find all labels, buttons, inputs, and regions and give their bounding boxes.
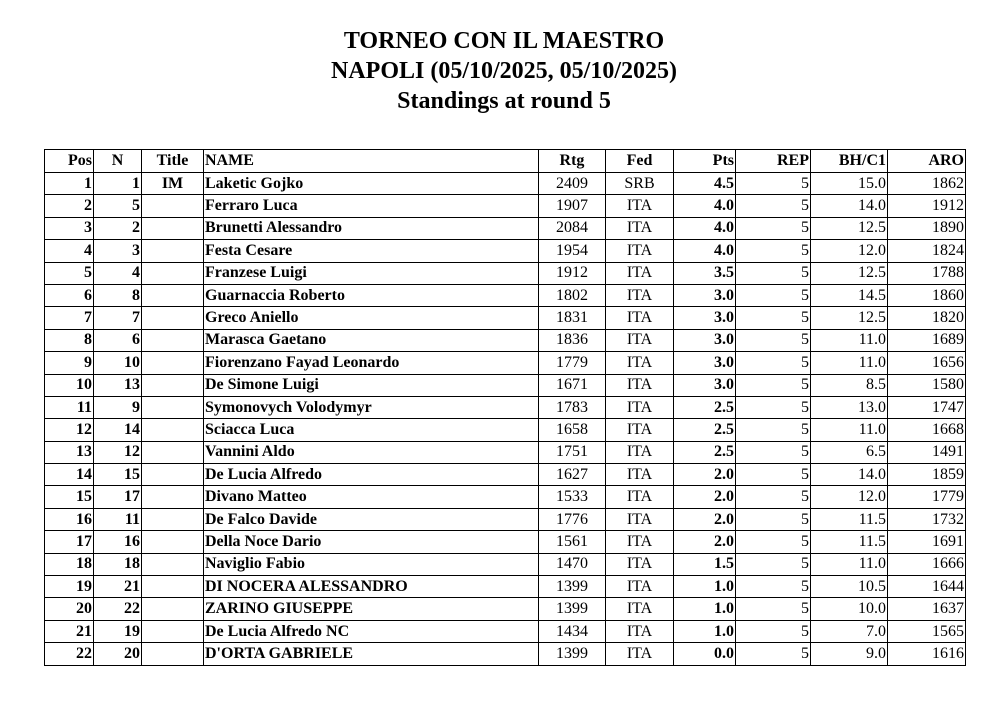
rating-cell: 1776: [539, 508, 606, 530]
federation-cell: ITA: [606, 464, 674, 486]
pos-cell: 7: [45, 307, 94, 329]
rating-cell: 1783: [539, 396, 606, 418]
points-cell: 1.5: [674, 553, 736, 575]
player-name-cell: DI NOCERA ALESSANDRO: [204, 576, 539, 598]
aro-cell: 1890: [888, 217, 966, 239]
federation-cell: ITA: [606, 441, 674, 463]
bh-c1-cell: 13.0: [811, 396, 888, 418]
player-name-cell: Vannini Aldo: [204, 441, 539, 463]
bh-c1-cell: 14.0: [811, 195, 888, 217]
rep-cell: 5: [736, 307, 811, 329]
bh-c1-cell: 7.0: [811, 620, 888, 642]
player-number-cell: 13: [94, 374, 142, 396]
pos-cell: 21: [45, 620, 94, 642]
table-row: [45, 464, 966, 486]
player-number-cell: 19: [94, 620, 142, 642]
rep-cell: 5: [736, 217, 811, 239]
player-number-cell: 9: [94, 396, 142, 418]
player-name-cell: De Lucia Alfredo: [204, 464, 539, 486]
player-name-cell: De Simone Luigi: [204, 374, 539, 396]
player-name-cell: Naviglio Fabio: [204, 553, 539, 575]
standings-table: [44, 149, 966, 666]
player-number-cell: 2: [94, 217, 142, 239]
aro-cell: 1637: [888, 598, 966, 620]
rep-cell: 5: [736, 329, 811, 351]
federation-cell: ITA: [606, 352, 674, 374]
points-cell: 1.0: [674, 576, 736, 598]
title-cell: [142, 262, 204, 284]
aro-cell: 1747: [888, 396, 966, 418]
pos-cell: 3: [45, 217, 94, 239]
col-header-title: Title: [142, 150, 204, 173]
tournament-location-dates: NAPOLI (05/10/2025, 05/10/2025): [331, 58, 677, 84]
rep-cell: 5: [736, 464, 811, 486]
aro-cell: 1732: [888, 508, 966, 530]
rating-cell: 1954: [539, 240, 606, 262]
pos-cell: 18: [45, 553, 94, 575]
title-cell: [142, 643, 204, 665]
aro-cell: 1580: [888, 374, 966, 396]
title-cell: [142, 598, 204, 620]
col-header-rep: REP: [736, 150, 811, 173]
federation-cell: ITA: [606, 217, 674, 239]
bh-c1-cell: 12.5: [811, 217, 888, 239]
player-name-cell: Marasca Gaetano: [204, 329, 539, 351]
aro-cell: 1616: [888, 643, 966, 665]
federation-cell: ITA: [606, 508, 674, 530]
table-row: [45, 307, 966, 329]
federation-cell: ITA: [606, 553, 674, 575]
pos-cell: 20: [45, 598, 94, 620]
pos-cell: 16: [45, 508, 94, 530]
player-name-cell: Franzese Luigi: [204, 262, 539, 284]
player-number-cell: 7: [94, 307, 142, 329]
player-number-cell: 1: [94, 173, 142, 195]
player-name-cell: Symonovych Volodymyr: [204, 396, 539, 418]
bh-c1-cell: 11.5: [811, 508, 888, 530]
col-header-fed: Fed: [606, 150, 674, 173]
title-cell: [142, 396, 204, 418]
title-cell: [142, 240, 204, 262]
bh-c1-cell: 6.5: [811, 441, 888, 463]
player-name-cell: Fiorenzano Fayad Leonardo: [204, 352, 539, 374]
col-header-pos: Pos: [45, 150, 94, 173]
rep-cell: 5: [736, 598, 811, 620]
federation-cell: ITA: [606, 486, 674, 508]
federation-cell: ITA: [606, 576, 674, 598]
title-cell: [142, 419, 204, 441]
title-cell: [142, 329, 204, 351]
pos-cell: 5: [45, 262, 94, 284]
rating-cell: 1907: [539, 195, 606, 217]
points-cell: 4.5: [674, 173, 736, 195]
bh-c1-cell: 15.0: [811, 173, 888, 195]
bh-c1-cell: 12.0: [811, 486, 888, 508]
title-cell: [142, 531, 204, 553]
pos-cell: 13: [45, 441, 94, 463]
rating-cell: 1399: [539, 598, 606, 620]
aro-cell: 1691: [888, 531, 966, 553]
bh-c1-cell: 14.5: [811, 284, 888, 306]
bh-c1-cell: 10.5: [811, 576, 888, 598]
points-cell: 2.0: [674, 508, 736, 530]
table-row: [45, 217, 966, 239]
rating-cell: 2084: [539, 217, 606, 239]
tournament-title: TORNEO CON IL MAESTRO: [343, 28, 665, 54]
rep-cell: 5: [736, 508, 811, 530]
player-name-cell: Greco Aniello: [204, 307, 539, 329]
table-row: [45, 374, 966, 396]
player-number-cell: 10: [94, 352, 142, 374]
aro-cell: 1859: [888, 464, 966, 486]
table-row: [45, 329, 966, 351]
title-cell: [142, 620, 204, 642]
bh-c1-cell: 11.0: [811, 329, 888, 351]
pos-cell: 11: [45, 396, 94, 418]
points-cell: 3.0: [674, 284, 736, 306]
rating-cell: 1399: [539, 576, 606, 598]
title-cell: [142, 441, 204, 463]
table-row: [45, 284, 966, 306]
rep-cell: 5: [736, 531, 811, 553]
federation-cell: ITA: [606, 329, 674, 351]
points-cell: 3.0: [674, 352, 736, 374]
player-name-cell: Laketic Gojko: [204, 173, 539, 195]
table-row: [45, 441, 966, 463]
points-cell: 1.0: [674, 620, 736, 642]
title-cell: [142, 553, 204, 575]
points-cell: 2.0: [674, 464, 736, 486]
points-cell: 4.0: [674, 217, 736, 239]
aro-cell: 1779: [888, 486, 966, 508]
bh-c1-cell: 10.0: [811, 598, 888, 620]
rep-cell: 5: [736, 576, 811, 598]
title-cell: IM: [142, 173, 204, 195]
player-number-cell: 5: [94, 195, 142, 217]
pos-cell: 9: [45, 352, 94, 374]
pos-cell: 2: [45, 195, 94, 217]
bh-c1-cell: 11.0: [811, 553, 888, 575]
points-cell: 2.0: [674, 486, 736, 508]
rating-cell: 1399: [539, 643, 606, 665]
player-name-cell: Sciacca Luca: [204, 419, 539, 441]
table-row: [45, 643, 966, 665]
aro-cell: 1491: [888, 441, 966, 463]
rating-cell: 1779: [539, 352, 606, 374]
federation-cell: ITA: [606, 284, 674, 306]
aro-cell: 1862: [888, 173, 966, 195]
federation-cell: ITA: [606, 240, 674, 262]
player-number-cell: 21: [94, 576, 142, 598]
player-name-cell: Brunetti Alessandro: [204, 217, 539, 239]
player-name-cell: Ferraro Luca: [204, 195, 539, 217]
title-cell: [142, 217, 204, 239]
player-number-cell: 20: [94, 643, 142, 665]
pos-cell: 10: [45, 374, 94, 396]
points-cell: 2.0: [674, 531, 736, 553]
title-cell: [142, 486, 204, 508]
table-row: [45, 262, 966, 284]
rating-cell: 1836: [539, 329, 606, 351]
federation-cell: ITA: [606, 195, 674, 217]
rating-cell: 1658: [539, 419, 606, 441]
rep-cell: 5: [736, 553, 811, 575]
points-cell: 3.0: [674, 329, 736, 351]
aro-cell: 1912: [888, 195, 966, 217]
points-cell: 4.0: [674, 195, 736, 217]
rating-cell: 1434: [539, 620, 606, 642]
col-header-bh-c1: BH/C1: [811, 150, 888, 173]
federation-cell: ITA: [606, 620, 674, 642]
federation-cell: SRB: [606, 173, 674, 195]
title-cell: [142, 195, 204, 217]
player-name-cell: Della Noce Dario: [204, 531, 539, 553]
player-number-cell: 17: [94, 486, 142, 508]
col-header-n: N: [94, 150, 142, 173]
player-name-cell: Divano Matteo: [204, 486, 539, 508]
table-row: [45, 396, 966, 418]
pos-cell: 12: [45, 419, 94, 441]
rep-cell: 5: [736, 441, 811, 463]
bh-c1-cell: 12.5: [811, 307, 888, 329]
rating-cell: 1831: [539, 307, 606, 329]
player-name-cell: De Lucia Alfredo NC: [204, 620, 539, 642]
table-row: [45, 486, 966, 508]
player-name-cell: De Falco Davide: [204, 508, 539, 530]
standings-body: [45, 173, 966, 666]
pos-cell: 6: [45, 284, 94, 306]
bh-c1-cell: 8.5: [811, 374, 888, 396]
title-cell: [142, 307, 204, 329]
col-header-rtg: Rtg: [539, 150, 606, 173]
bh-c1-cell: 14.0: [811, 464, 888, 486]
bh-c1-cell: 11.0: [811, 352, 888, 374]
col-header-aro: ARO: [888, 150, 966, 173]
rep-cell: 5: [736, 486, 811, 508]
title-cell: [142, 576, 204, 598]
bh-c1-cell: 11.5: [811, 531, 888, 553]
points-cell: 3.0: [674, 307, 736, 329]
points-cell: 0.0: [674, 643, 736, 665]
player-number-cell: 22: [94, 598, 142, 620]
pos-cell: 22: [45, 643, 94, 665]
table-row: [45, 419, 966, 441]
table-row: [45, 195, 966, 217]
player-name-cell: D'ORTA GABRIELE: [204, 643, 539, 665]
col-header-pts: Pts: [674, 150, 736, 173]
rep-cell: 5: [736, 284, 811, 306]
aro-cell: 1565: [888, 620, 966, 642]
player-number-cell: 8: [94, 284, 142, 306]
points-cell: 2.5: [674, 419, 736, 441]
player-name-cell: ZARINO GIUSEPPE: [204, 598, 539, 620]
player-number-cell: 18: [94, 553, 142, 575]
rating-cell: 1671: [539, 374, 606, 396]
rep-cell: 5: [736, 643, 811, 665]
pos-cell: 15: [45, 486, 94, 508]
player-number-cell: 6: [94, 329, 142, 351]
table-row: [45, 576, 966, 598]
title-cell: [142, 352, 204, 374]
aro-cell: 1824: [888, 240, 966, 262]
table-row: [45, 240, 966, 262]
table-row: [45, 620, 966, 642]
points-cell: 4.0: [674, 240, 736, 262]
aro-cell: 1689: [888, 329, 966, 351]
player-number-cell: 16: [94, 531, 142, 553]
bh-c1-cell: 11.0: [811, 419, 888, 441]
pos-cell: 4: [45, 240, 94, 262]
rep-cell: 5: [736, 374, 811, 396]
aro-cell: 1860: [888, 284, 966, 306]
points-cell: 1.0: [674, 598, 736, 620]
pos-cell: 19: [45, 576, 94, 598]
title-cell: [142, 374, 204, 396]
title-cell: [142, 464, 204, 486]
player-name-cell: Festa Cesare: [204, 240, 539, 262]
player-number-cell: 15: [94, 464, 142, 486]
table-row: [45, 508, 966, 530]
points-cell: 2.5: [674, 441, 736, 463]
aro-cell: 1656: [888, 352, 966, 374]
federation-cell: ITA: [606, 374, 674, 396]
aro-cell: 1666: [888, 553, 966, 575]
points-cell: 3.5: [674, 262, 736, 284]
rep-cell: 5: [736, 240, 811, 262]
aro-cell: 1820: [888, 307, 966, 329]
rating-cell: 1751: [539, 441, 606, 463]
bh-c1-cell: 12.5: [811, 262, 888, 284]
player-number-cell: 14: [94, 419, 142, 441]
document-header: [0, 26, 1008, 116]
federation-cell: ITA: [606, 396, 674, 418]
aro-cell: 1788: [888, 262, 966, 284]
rep-cell: 5: [736, 396, 811, 418]
rating-cell: 2409: [539, 173, 606, 195]
points-cell: 2.5: [674, 396, 736, 418]
aro-cell: 1668: [888, 419, 966, 441]
table-row: [45, 598, 966, 620]
title-cell: [142, 508, 204, 530]
rating-cell: 1912: [539, 262, 606, 284]
rep-cell: 5: [736, 419, 811, 441]
federation-cell: ITA: [606, 598, 674, 620]
rep-cell: 5: [736, 173, 811, 195]
bh-c1-cell: 12.0: [811, 240, 888, 262]
player-number-cell: 12: [94, 441, 142, 463]
header-row: [45, 150, 966, 173]
rating-cell: 1627: [539, 464, 606, 486]
bh-c1-cell: 9.0: [811, 643, 888, 665]
standings-subtitle: Standings at round 5: [397, 88, 611, 114]
title-cell: [142, 284, 204, 306]
col-header-name: NAME: [204, 150, 539, 173]
pos-cell: 1: [45, 173, 94, 195]
player-number-cell: 3: [94, 240, 142, 262]
table-row: [45, 173, 966, 195]
rep-cell: 5: [736, 195, 811, 217]
federation-cell: ITA: [606, 643, 674, 665]
federation-cell: ITA: [606, 531, 674, 553]
rep-cell: 5: [736, 352, 811, 374]
rep-cell: 5: [736, 620, 811, 642]
rating-cell: 1802: [539, 284, 606, 306]
player-number-cell: 11: [94, 508, 142, 530]
federation-cell: ITA: [606, 262, 674, 284]
table-row: [45, 531, 966, 553]
federation-cell: ITA: [606, 419, 674, 441]
rating-cell: 1561: [539, 531, 606, 553]
pos-cell: 8: [45, 329, 94, 351]
player-name-cell: Guarnaccia Roberto: [204, 284, 539, 306]
table-row: [45, 352, 966, 374]
aro-cell: 1644: [888, 576, 966, 598]
rating-cell: 1470: [539, 553, 606, 575]
points-cell: 3.0: [674, 374, 736, 396]
pos-cell: 17: [45, 531, 94, 553]
player-number-cell: 4: [94, 262, 142, 284]
pos-cell: 14: [45, 464, 94, 486]
rating-cell: 1533: [539, 486, 606, 508]
federation-cell: ITA: [606, 307, 674, 329]
rep-cell: 5: [736, 262, 811, 284]
table-row: [45, 553, 966, 575]
